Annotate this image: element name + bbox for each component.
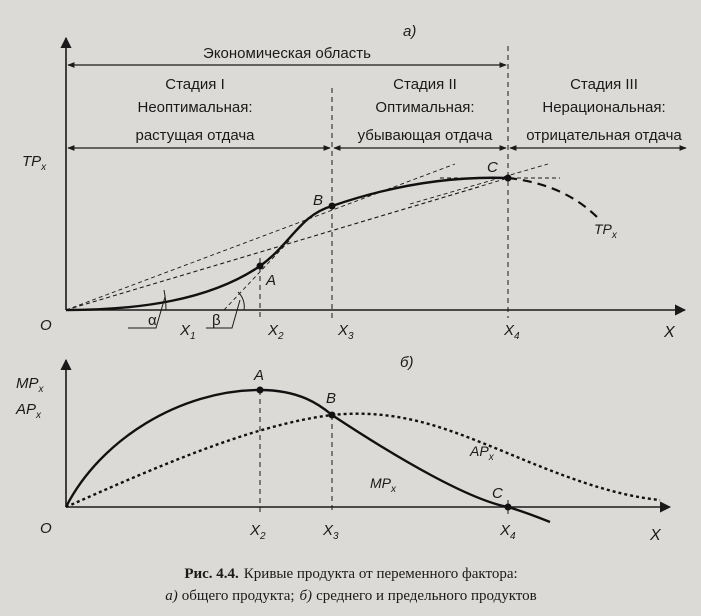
mp-axis-label: $MP_x$ xyxy=(16,375,44,395)
panel-a-x-axis-label: X xyxy=(664,324,675,341)
angle-beta-label: β xyxy=(212,312,221,329)
ap-curve xyxy=(66,414,660,507)
panel-a-label: а) xyxy=(403,23,417,40)
tp-curve-label: $TP_x$ xyxy=(594,221,617,241)
tick-x4: $X_4$ xyxy=(504,322,520,342)
panel-a-y-axis-label: $TP_x$ xyxy=(22,153,47,173)
b-point-b-label: B xyxy=(326,390,337,407)
stage2-title: Стадия II xyxy=(393,76,457,93)
tp-curve-decline xyxy=(508,178,598,218)
point-a-label: A xyxy=(266,272,277,289)
stage2-name: Оптимальная: xyxy=(375,99,475,116)
tangent-at-a xyxy=(224,240,290,310)
panel-b-origin: O xyxy=(40,520,52,537)
secant-through-c xyxy=(410,164,548,204)
b-point-c xyxy=(505,504,512,511)
b-point-b xyxy=(329,412,336,419)
stage3-title: Стадия III xyxy=(570,76,638,93)
stage1-desc: растущая отдача xyxy=(135,127,255,144)
alpha-leader xyxy=(128,297,165,328)
stage1-name: Неоптимальная: xyxy=(137,99,253,116)
b-tick-x3: $X_3$ xyxy=(323,522,339,542)
mp-curve-label: $MP_x$ xyxy=(370,475,396,495)
angle-alpha-label: α xyxy=(148,312,157,329)
stage3-name: Нерациональная: xyxy=(542,99,666,116)
panel-b-x-axis-label: X xyxy=(650,527,661,544)
stage1-title: Стадия I xyxy=(165,76,225,93)
b-tick-x4: $X_4$ xyxy=(500,522,516,542)
stage2-desc: убывающая отдача xyxy=(357,127,493,144)
caption-line-2: а) общего продукта; б) среднего и предельного продуктов xyxy=(165,588,537,604)
panel-b xyxy=(15,354,670,544)
ray-to-c xyxy=(66,178,508,310)
ap-curve-label: $AP_x$ xyxy=(470,443,494,463)
b-point-c-label: C xyxy=(492,485,503,502)
tick-x3: $X_3$ xyxy=(338,322,354,342)
tick-x2: $X_2$ xyxy=(268,322,284,342)
point-a xyxy=(257,263,264,270)
point-c-label: C xyxy=(487,159,498,176)
caption-line-1: Рис. 4.4. Кривые продукта от переменного фактора: xyxy=(184,566,518,582)
b-point-a xyxy=(257,387,264,394)
panel-a xyxy=(22,23,686,342)
panel-a-origin: O xyxy=(40,317,52,334)
tick-x1: $X_1$ xyxy=(180,322,196,342)
point-b-label: B xyxy=(313,192,324,209)
point-b xyxy=(329,203,336,210)
point-c xyxy=(505,175,512,182)
b-tick-x2: $X_2$ xyxy=(250,522,266,542)
caption xyxy=(165,566,536,604)
b-point-a-label: A xyxy=(254,367,265,384)
economic-region-label: Экономическая область xyxy=(203,45,371,62)
panel-b-label: б) xyxy=(400,354,414,371)
ap-axis-label: $AP_x$ xyxy=(16,401,42,421)
stage3-desc: отрицательная отдача xyxy=(526,127,682,144)
